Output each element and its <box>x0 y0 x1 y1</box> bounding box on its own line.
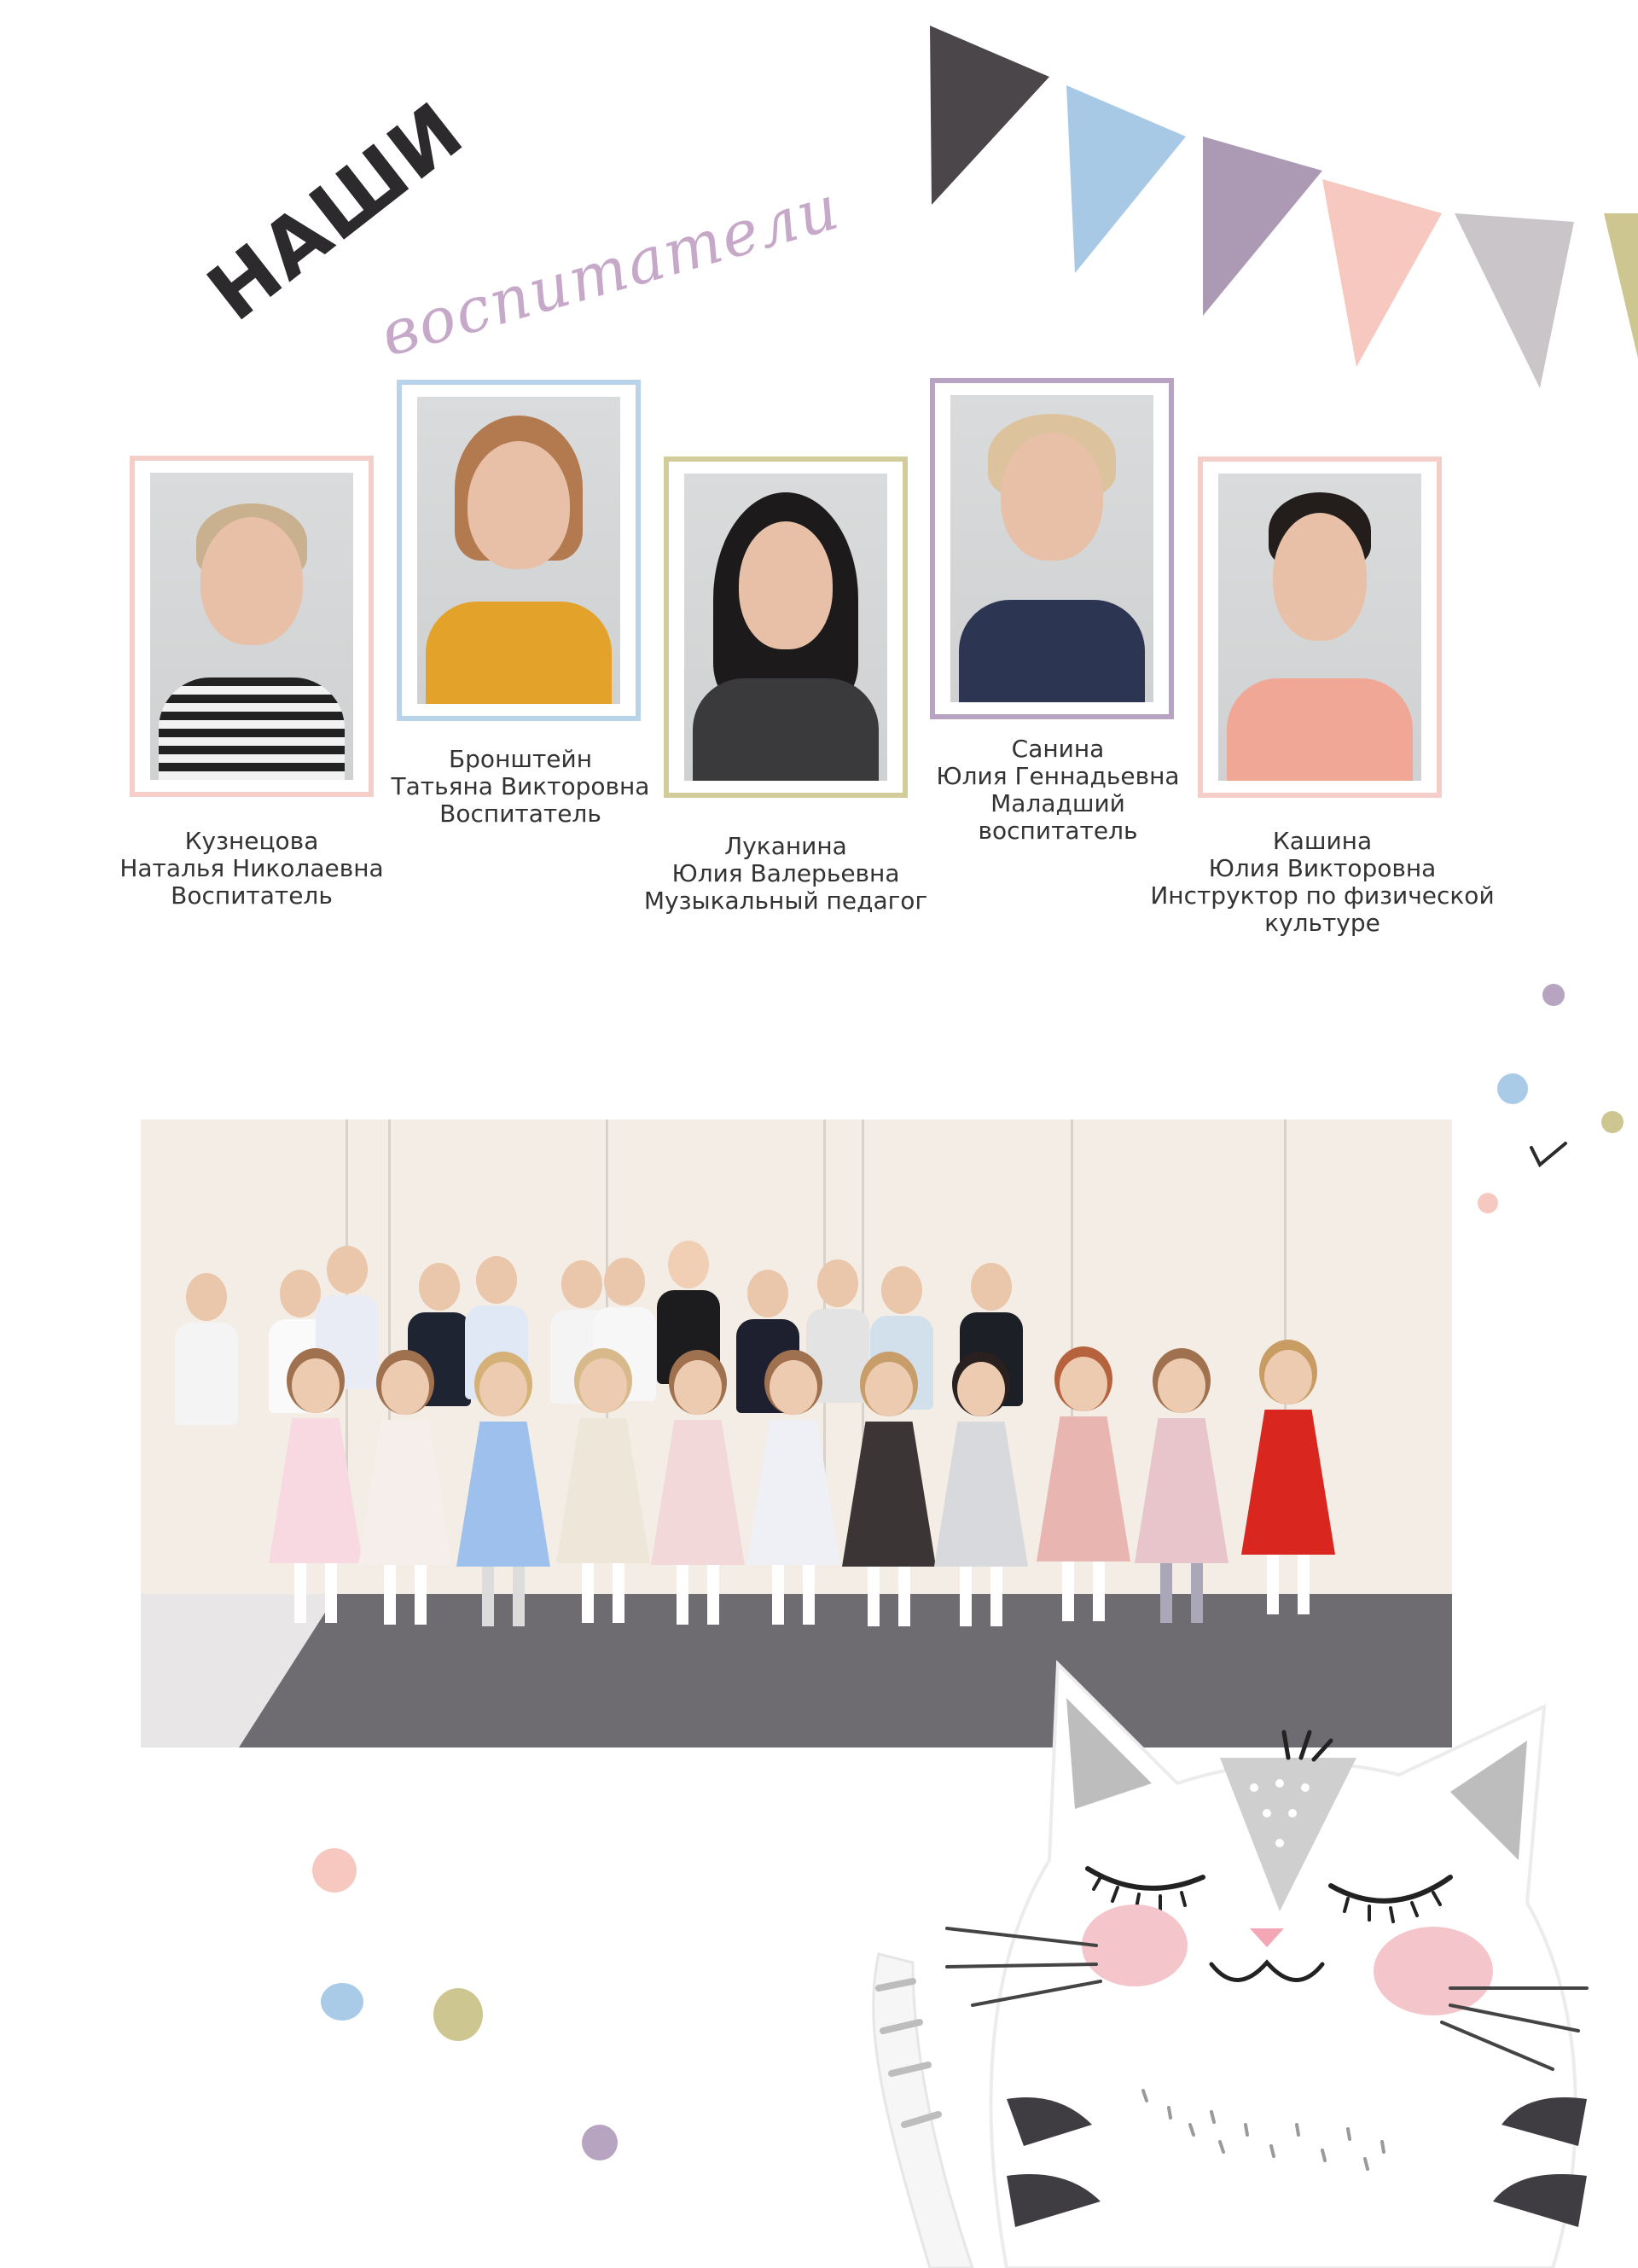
teacher-surname: Бронштейн <box>448 745 593 773</box>
portrait-photo <box>684 474 887 781</box>
decor-dot <box>582 2125 618 2160</box>
heading-word-vospitateli: воспитатели <box>372 171 848 370</box>
cat-illustration <box>853 1647 1638 2268</box>
teacher-caption-kashina <box>1135 828 1510 937</box>
teacher-name: Юлия Валерьевна <box>671 859 900 887</box>
teacher-name: Наталья Николаевна <box>119 854 384 882</box>
heading-word-nashi: НАШИ <box>191 84 481 340</box>
portrait-photo <box>417 397 620 704</box>
teacher-portrait-lukanina <box>664 457 908 798</box>
decor-dot <box>321 1983 363 2021</box>
bunting-flag <box>1066 85 1186 273</box>
portrait-photo <box>950 395 1153 702</box>
teacher-role: Воспитатель <box>439 800 601 828</box>
teacher-caption-kuznetsova <box>111 828 392 910</box>
bunting-flag <box>930 26 1049 205</box>
bunting-flag <box>1203 137 1322 316</box>
teacher-portrait-sanina <box>930 378 1174 719</box>
teacher-role-line2: воспитатель <box>978 817 1138 845</box>
teacher-role: Инструктор по физической <box>1150 881 1495 910</box>
teacher-caption-lukanina <box>631 833 940 915</box>
decor-dot <box>1478 1193 1498 1213</box>
checkmark-doodle-icon <box>1527 1135 1570 1178</box>
teacher-role: Воспитатель <box>171 881 333 910</box>
teacher-portrait-bronshtein <box>397 380 641 721</box>
decor-dot <box>433 1988 483 2041</box>
teacher-caption-bronshtein <box>384 746 657 828</box>
teacher-surname: Луканина <box>724 832 847 860</box>
portrait-photo <box>1218 474 1421 781</box>
decor-dot <box>1497 1073 1528 1104</box>
bunting-flag <box>1604 213 1638 358</box>
teacher-name: Юлия Геннадьевна <box>936 762 1180 790</box>
teacher-role: Маладший <box>990 789 1125 817</box>
teacher-portrait-kuznetsova <box>130 456 374 797</box>
portrait-photo <box>150 473 353 780</box>
bunting-flag <box>1455 213 1574 388</box>
page-heading <box>191 84 848 370</box>
teacher-surname: Кузнецова <box>184 827 319 855</box>
decor-dot <box>312 1848 357 1893</box>
bunting-flag <box>1322 179 1442 367</box>
teacher-portrait-kashina <box>1198 457 1442 798</box>
teacher-role: Музыкальный педагог <box>643 887 928 915</box>
bunting-flags <box>921 17 1638 401</box>
teacher-role-line2: культуре <box>1264 909 1380 937</box>
teacher-name: Юлия Викторовна <box>1208 854 1437 882</box>
decor-dot <box>1542 984 1565 1006</box>
teacher-surname: Кашина <box>1272 827 1373 855</box>
teacher-surname: Санина <box>1011 735 1105 763</box>
teacher-name: Татьяна Викторовна <box>391 772 650 800</box>
decor-dot <box>1601 1111 1623 1133</box>
